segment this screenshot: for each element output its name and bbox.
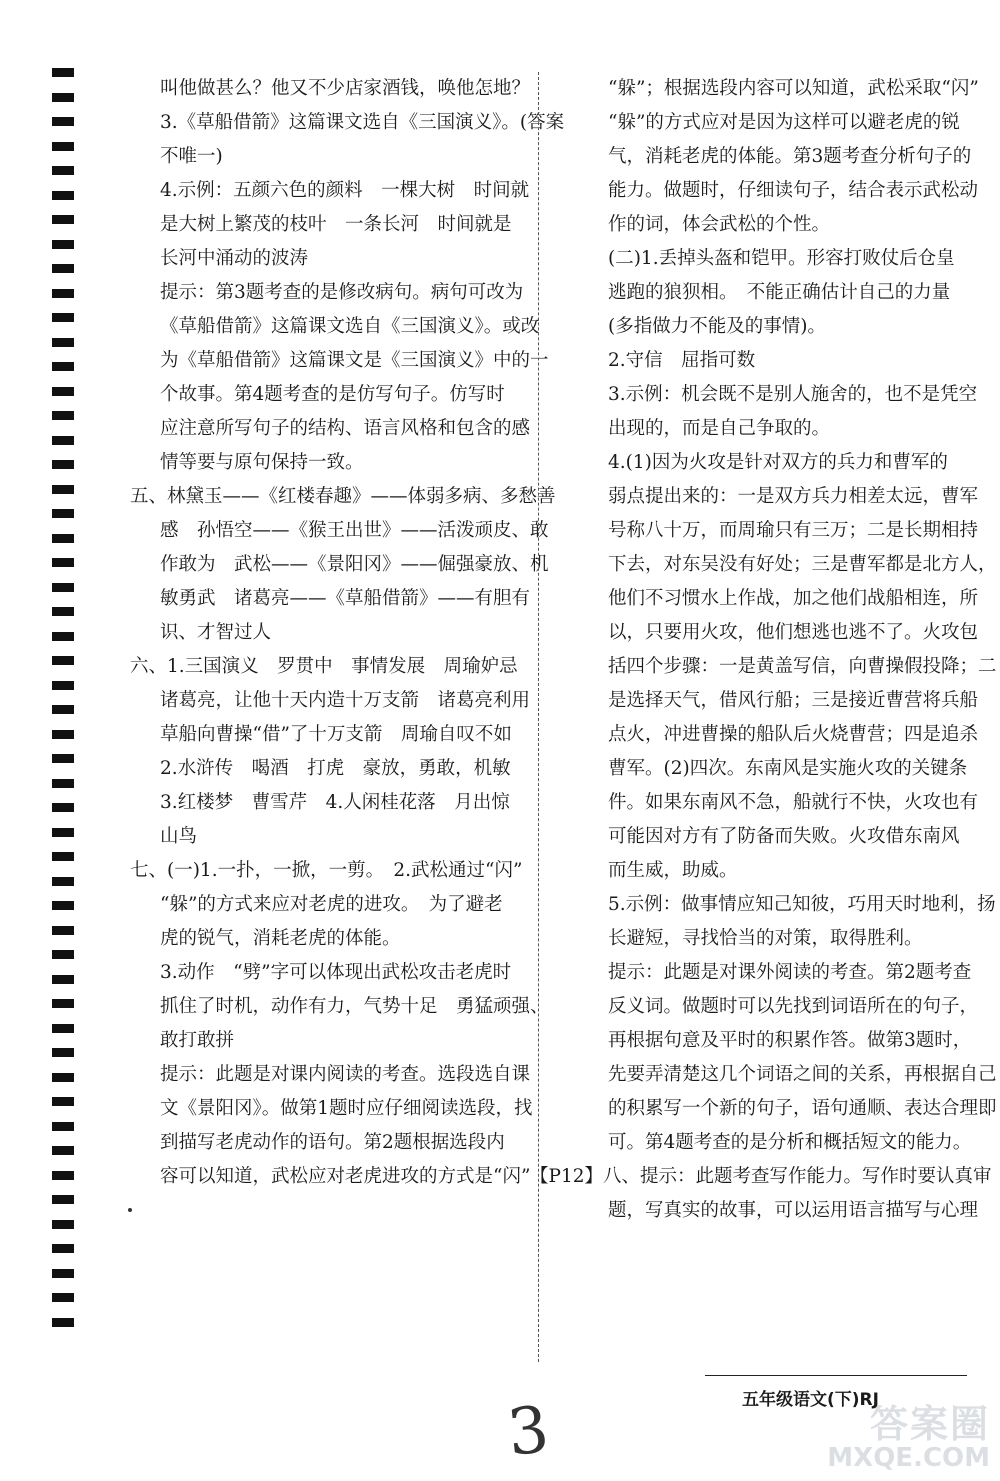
text-line: 括四个步骤：一是黄盖写信，向曹操假投降；二: [608, 656, 997, 677]
margin-mark: [52, 1024, 74, 1033]
margin-mark: [52, 1244, 74, 1253]
text-line: 4.示例：五颜六色的颜料 一棵大树 时间就: [160, 180, 530, 201]
margin-mark: [52, 142, 74, 151]
text-line: 草船向曹操“借”了十万支箭 周瑜自叹不如: [160, 724, 512, 745]
margin-mark: [52, 93, 74, 102]
margin-mark: [52, 926, 74, 935]
left-column: [130, 72, 565, 1194]
margin-mark: [52, 1220, 74, 1229]
text-line: 3.示例：机会既不是别人施舍的，也不是凭空: [608, 384, 978, 405]
text-line: 不唯一): [160, 146, 223, 167]
section-heading-line: 五、林黛玉——《红楼春趣》——体弱多病、多愁善: [130, 486, 556, 507]
text-line: 识、才智过人: [160, 622, 272, 643]
margin-mark: [52, 558, 74, 567]
text-line: 3.动作 “劈”字可以体现出武松攻击老虎时: [160, 962, 512, 983]
text-line: 文《景阳冈》。做第1题时应仔细阅读选段，找: [160, 1098, 533, 1119]
margin-mark: [52, 975, 74, 984]
text-line: 个故事。第4题考查的是仿写句子。仿写时: [160, 384, 505, 405]
margin-mark: [52, 901, 74, 910]
margin-mark: [52, 607, 74, 616]
watermark-logo: 答案圈: [869, 1402, 990, 1446]
text-line: 长避短，寻找恰当的对策，取得胜利。: [608, 928, 923, 949]
margin-mark: [52, 730, 74, 739]
margin-mark: [52, 828, 74, 837]
text-line: 提示：此题是对课外阅读的考查。第2题考查: [608, 962, 972, 983]
text-line: 长河中涌动的波涛: [160, 248, 309, 269]
text-line: 《草船借箭》这篇课文选自《三国演义》。或改: [160, 316, 540, 337]
margin-mark: [52, 1293, 74, 1302]
text-line: 抓住了时机，动作有力，气势十足 勇猛顽强、: [160, 996, 549, 1017]
margin-mark: [52, 166, 74, 175]
section-heading-line: 六、1.三国演义 罗贯中 事情发展 周瑜妒忌: [130, 656, 518, 677]
text-line: 气，消耗老虎的体能。第3题考查分析句子的: [608, 146, 972, 167]
text-line: 应注意所写句子的结构、语言风格和包含的感: [160, 418, 531, 439]
margin-mark: [52, 1269, 74, 1278]
margin-mark: [52, 313, 74, 322]
text-line: 3.红楼梦 曹雪芹 4.人闲桂花落 月出惊: [160, 792, 510, 813]
text-line: 他们不习惯水上作战，加之他们战船相连，所: [608, 588, 979, 609]
margin-mark: [52, 656, 74, 665]
text-line: (多指做力不能及的事情)。: [608, 316, 826, 337]
stray-dot: [128, 1208, 132, 1212]
margin-mark: [52, 803, 74, 812]
margin-mark: [52, 289, 74, 298]
margin-mark: [52, 779, 74, 788]
text-line: 叫他做甚么？他又不少店家酒钱，唤他怎地？: [160, 78, 531, 99]
watermark: [810, 1393, 990, 1473]
text-line: 能力。做题时，仔细读句子，结合表示武松动: [608, 180, 979, 201]
text-line: 反义词。做题时可以先找到词语所在的句子，: [608, 996, 979, 1017]
text-line: 以，只要用火攻，他们想逃也逃不了。火攻包: [608, 622, 979, 643]
margin-mark: [52, 583, 74, 592]
text-line: 作敢为 武松——《景阳冈》——倔强豪放、机: [160, 554, 549, 575]
text-line: 可能因对方有了防备而失败。火攻借东南风: [608, 826, 960, 847]
text-line: 到描写老虎动作的语句。第2题根据选段内: [160, 1132, 505, 1153]
text-line: 点火，冲进曹操的船队后火烧曹营；四是追杀: [608, 724, 979, 745]
text-line: 而生威，助威。: [608, 860, 738, 881]
text-line: 弱点提出来的：一是双方兵力相差太远，曹军: [608, 486, 979, 507]
text-line: “躲”的方式来应对老虎的进攻。 为了避老: [160, 894, 503, 915]
margin-mark: [52, 509, 74, 518]
margin-mark: [52, 1318, 74, 1327]
text-line: 再根据句意及平时的积累作答。做第3题时，: [608, 1030, 972, 1051]
margin-mark: [52, 485, 74, 494]
text-line: 出现的，而是自己争取的。: [608, 418, 831, 439]
watermark-url: MXQE.COM: [827, 1443, 990, 1473]
text-line: 容可以知道，武松应对老虎进攻的方式是“闪”: [160, 1166, 531, 1187]
text-line: 下去，对东吴没有好处；三是曹军都是北方人，: [608, 554, 997, 575]
margin-mark: [52, 1073, 74, 1082]
margin-mark: [52, 68, 74, 77]
margin-mark: [52, 632, 74, 641]
text-line: “躲”的方式应对是因为这样可以避老虎的锐: [608, 112, 960, 133]
text-line: 逃跑的狼狈相。 不能正确估计自己的力量: [608, 282, 951, 303]
margin-mark: [52, 338, 74, 347]
margin-mark: [52, 1195, 74, 1204]
text-line: 提示：第3题考查的是修改病句。病句可改为: [160, 282, 524, 303]
text-line: 作的词，体会武松的个性。: [608, 214, 831, 235]
margin-mark: [52, 436, 74, 445]
footer-label: 五年级语文(下)RJ: [742, 1390, 879, 1410]
text-line: “躲”；根据选段内容可以知道，武松采取“闪”: [608, 78, 979, 99]
margin-mark: [52, 215, 74, 224]
margin-mark: [52, 1122, 74, 1131]
margin-mark: [52, 705, 74, 714]
text-line: 题，写真实的故事，可以运用语言描写与心理: [608, 1200, 979, 1221]
margin-mark: [52, 1146, 74, 1155]
text-line: 曹军。(2)四次。东南风是实施火攻的关键条: [608, 758, 968, 779]
margin-mark: [52, 950, 74, 959]
binding-margin-marks: [52, 68, 74, 1342]
section-heading-line: 【P12】八、提示：此题考查写作能力。写作时要认真审: [530, 1166, 992, 1187]
text-line: 是选择天气，借风行船；三是接近曹营将兵船: [608, 690, 979, 711]
margin-mark: [52, 1097, 74, 1106]
margin-mark: [52, 852, 74, 861]
text-line: 提示：此题是对课内阅读的考查。选段选自课: [160, 1064, 531, 1085]
margin-mark: [52, 264, 74, 273]
text-line: 5.示例：做事情应知己知彼，巧用天时地利，扬: [608, 894, 996, 915]
text-line: 为《草船借箭》这篇课文是《三国演义》中的一: [160, 350, 549, 371]
margin-mark: [52, 1171, 74, 1180]
text-line: 山鸟: [160, 826, 198, 847]
margin-mark: [52, 362, 74, 371]
text-line: 2.守信 屈指可数: [608, 350, 756, 371]
handwritten-page-number: 3: [504, 1393, 553, 1471]
margin-mark: [52, 877, 74, 886]
margin-mark: [52, 117, 74, 126]
text-line: 的积累写一个新的句子，语句通顺、表达合理即: [608, 1098, 997, 1119]
text-line: 情等要与原句保持一致。: [160, 452, 364, 473]
text-line: 件。如果东南风不急，船就行不快，火攻也有: [608, 792, 979, 813]
text-line: 敢打敢拼: [160, 1030, 235, 1051]
margin-mark: [52, 754, 74, 763]
text-line: 可。第4题考查的是分析和概括短文的能力。: [608, 1132, 972, 1153]
margin-mark: [52, 534, 74, 543]
text-line: 4.(1)因为火攻是针对双方的兵力和曹军的: [608, 452, 948, 473]
margin-mark: [52, 1048, 74, 1057]
text-line: 诸葛亮，让他十天内造十万支箭 诸葛亮利用: [160, 690, 531, 711]
footer-rule: [705, 1375, 967, 1376]
right-column: [530, 72, 997, 1228]
margin-mark: [52, 240, 74, 249]
text-line: 先要弄清楚这几个词语之间的关系，再根据自己: [608, 1064, 997, 1085]
text-line: 是大树上繁茂的枝叶 一条长河 时间就是: [160, 214, 512, 235]
text-line: (二)1.丢掉头盔和铠甲。形容打败仗后仓皇: [608, 248, 955, 269]
text-line: 3.《草船借箭》这篇课文选自《三国演义》。(答案: [160, 112, 565, 133]
margin-mark: [52, 411, 74, 420]
text-line: 号称八十万，而周瑜只有三万；二是长期相持: [608, 520, 979, 541]
section-heading-line: 七、(一)1.一扑，一掀，一剪。 2.武松通过“闪”: [130, 860, 523, 881]
margin-mark: [52, 681, 74, 690]
margin-mark: [52, 999, 74, 1008]
margin-mark: [52, 191, 74, 200]
margin-mark: [52, 460, 74, 469]
text-line: 虎的锐气，消耗老虎的体能。: [160, 928, 401, 949]
text-line: 敏勇武 诸葛亮——《草船借箭》——有胆有: [160, 588, 531, 609]
margin-mark: [52, 387, 74, 396]
text-line: 2.水浒传 喝酒 打虎 豪放，勇敢，机敏: [160, 758, 511, 779]
text-line: 感 孙悟空——《猴王出世》——活泼顽皮、敢: [160, 520, 549, 541]
